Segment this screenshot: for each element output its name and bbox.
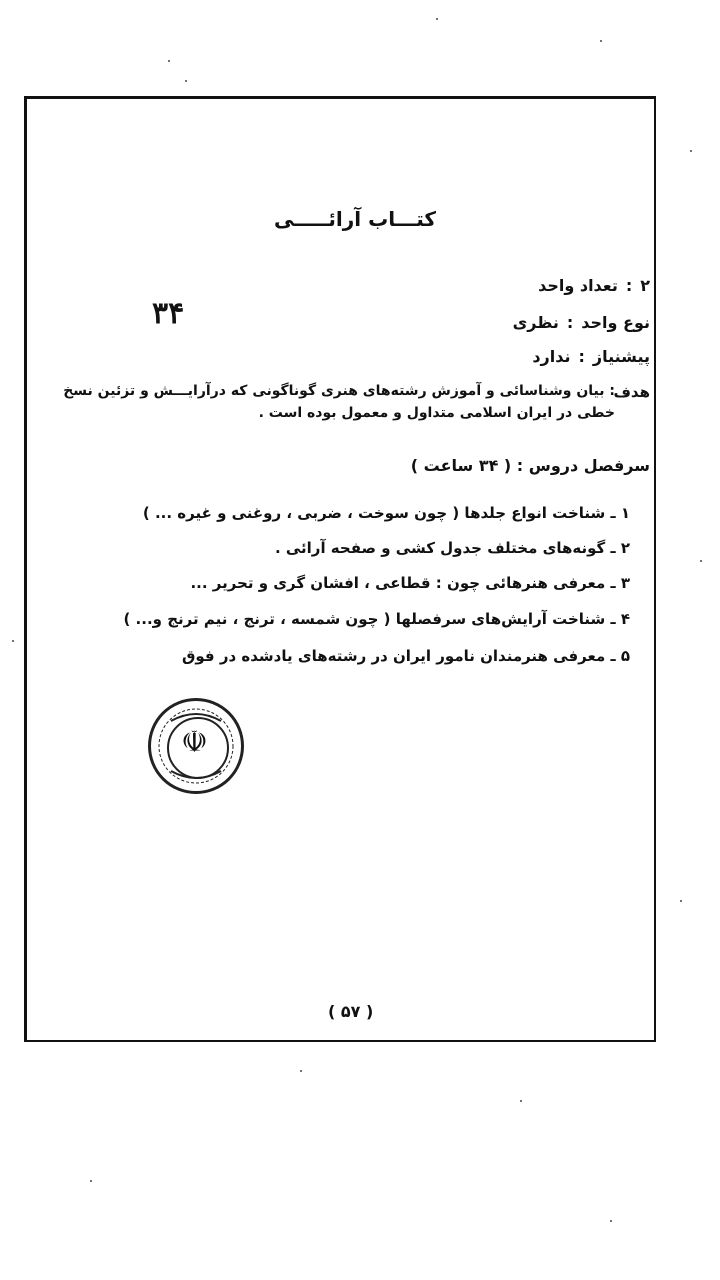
scan-speck	[520, 1100, 522, 1102]
scan-speck	[436, 18, 438, 20]
goal-label: هدف	[613, 383, 650, 401]
syllabus-item: ۲ ـ گونه‌های مختلف جدول کشی و صفحه آرائی .	[274, 539, 630, 557]
goal-text: : بیان وشناسائی و آموزش رشته‌های هنری گوناگونی که درآرایـــش و تزئین نسخ خطی در ایران اسلامی متداول و معمول بوده است .	[63, 383, 615, 421]
scan-speck	[185, 80, 187, 82]
field-label: تعداد واحد	[538, 276, 618, 295]
scan-speck	[600, 40, 602, 42]
field-colon: :	[625, 276, 633, 295]
scan-speck	[610, 1220, 612, 1222]
official-seal	[148, 698, 244, 794]
document-frame	[24, 96, 656, 1042]
field-label: پیشنیاز	[592, 347, 650, 366]
syllabus-item: ۵ ـ معرفی هنرمندان نامور ایران در رشته‌های یادشده در فوق	[181, 647, 630, 665]
emblem-icon: ☫	[181, 725, 208, 760]
syllabus-item: ۴ ـ شناخت آرایش‌های سرفصلها ( چون شمسه ، ترنج ، نیم ترنج و... )	[123, 610, 630, 628]
scan-speck	[690, 150, 692, 152]
field-value: ندارد	[532, 347, 571, 366]
field-unit-type	[513, 313, 650, 332]
field-prerequisite	[532, 347, 650, 366]
handwritten-number: ۳۴	[152, 296, 185, 331]
scan-speck	[300, 1070, 302, 1072]
field-value: ۲	[640, 276, 650, 295]
scan-speck	[700, 560, 702, 562]
field-colon: :	[566, 313, 574, 332]
syllabus-item: ۳ ـ معرفی هنرهائی چون : قطاعی ، افشان گری و تحریر ...	[190, 574, 630, 592]
document-title: کتـــاب آرائـــــی	[273, 207, 437, 231]
field-value: نظری	[512, 313, 559, 332]
scan-speck	[168, 60, 170, 62]
field-unit-count	[538, 276, 650, 295]
scan-speck	[12, 640, 14, 642]
syllabus-heading: سرفصل دروس : ( ۳۴ ساعت )	[410, 456, 650, 475]
scan-speck	[680, 900, 682, 902]
field-colon: :	[578, 347, 585, 366]
page-number: ( ۵۷ )	[328, 1002, 374, 1021]
field-label: نوع واحد	[581, 313, 650, 332]
syllabus-item: ۱ ـ شناخت انواع جلدها ( چون سوخت ، ضربی ، روغنی و غیره ... )	[142, 504, 630, 522]
scan-speck	[90, 1180, 92, 1182]
